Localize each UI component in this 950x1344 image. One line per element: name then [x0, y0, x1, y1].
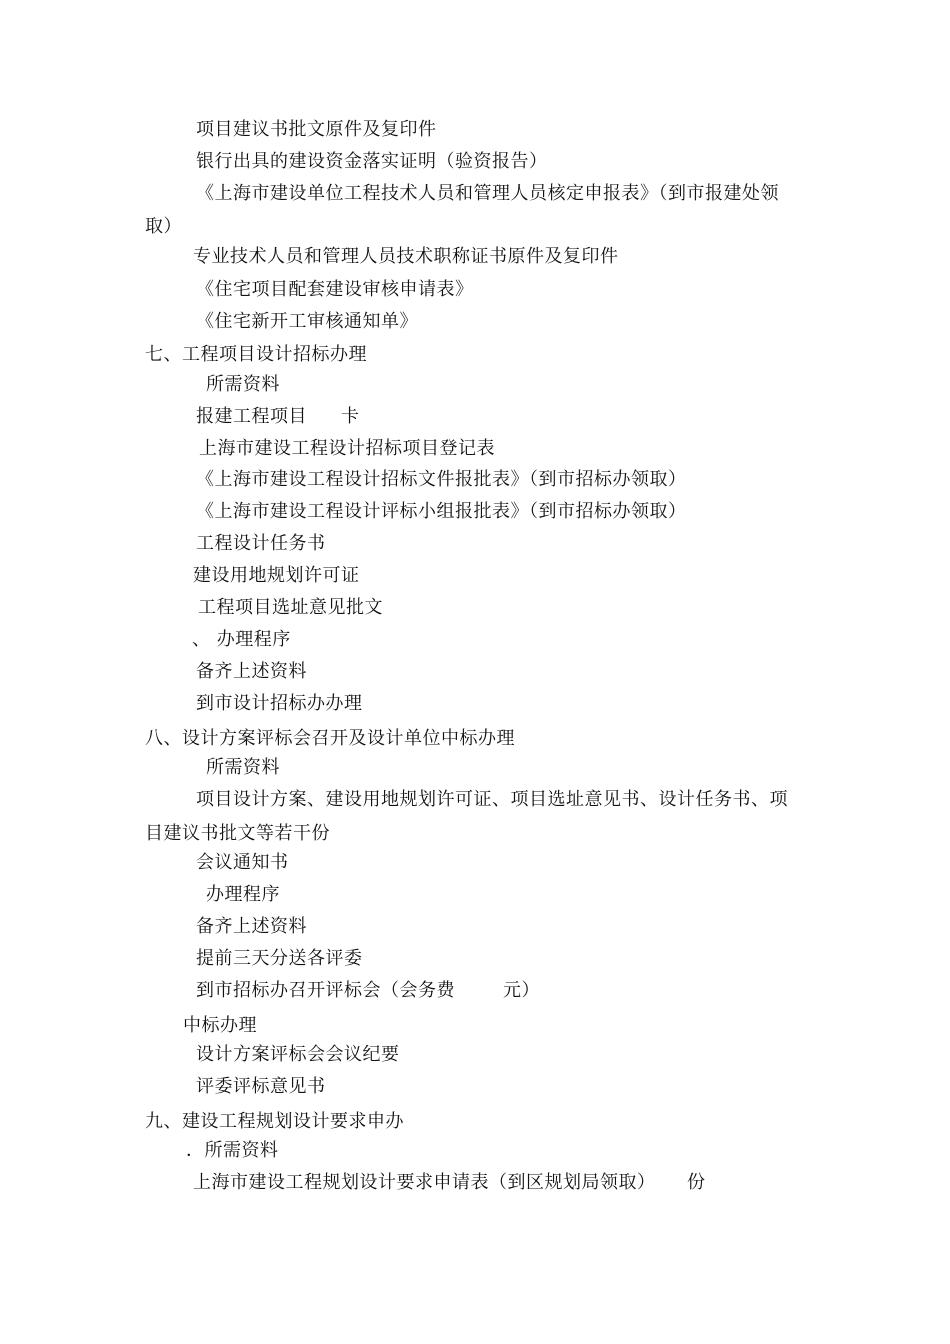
text-line: 到市设计招标办办理: [196, 693, 363, 714]
text-line: 《上海市建设工程设计评标小组报批表》（到市招标办领取）: [196, 501, 687, 522]
text-line: 到市招标办召开评标会（会务费: [196, 980, 455, 1001]
text-line: 建设用地规划许可证: [193, 565, 360, 586]
text-line: 设计方案评标会会议纪要: [196, 1044, 400, 1065]
text-line: 报建工程项目: [196, 406, 307, 427]
text-line: 卡: [341, 406, 360, 427]
text-line: 专业技术人员和管理人员技术职称证书原件及复印件: [193, 246, 619, 267]
text-line: 所需资料: [206, 757, 280, 778]
text-line: 工程设计任务书: [196, 533, 326, 554]
text-line: 评委评标意见书: [196, 1076, 326, 1097]
text-line: 份: [687, 1172, 706, 1193]
text-line: 上海市建设工程设计招标项目登记表: [199, 438, 495, 459]
text-line: 备齐上述资料: [196, 916, 307, 937]
text-line: 《上海市建设单位工程技术人员和管理人员核定申报表》（到市报建处领: [196, 183, 779, 204]
text-line: 中标办理: [183, 1015, 257, 1036]
section-heading: 八、设计方案评标会召开及设计单位中标办理: [145, 728, 515, 749]
section-heading: 九、建设工程规划设计要求申办: [145, 1111, 404, 1132]
text-line: 项目设计方案、建设用地规划许可证、项目选址意见书、设计任务书、项: [196, 789, 788, 810]
text-line: 所需资料: [206, 374, 280, 395]
text-line: 《住宅新开工审核通知单》: [196, 311, 418, 332]
text-line: 上海市建设工程规划设计要求申请表（到区规划局领取）: [193, 1172, 656, 1193]
text-line: 会议通知书: [196, 852, 289, 873]
section-heading: 七、工程项目设计招标办理: [145, 344, 367, 365]
text-line: 备齐上述资料: [196, 661, 307, 682]
text-line: 《住宅项目配套建设审核申请表》: [196, 279, 474, 300]
text-line: 银行出具的建设资金落实证明（验资报告）: [196, 151, 548, 172]
text-line: 办理程序: [206, 884, 280, 905]
text-line: 《上海市建设工程设计招标文件报批表》（到市招标办领取）: [196, 469, 687, 490]
text-line: 取）: [145, 216, 182, 237]
text-line: 元）: [503, 980, 540, 1001]
text-line: 、 办理程序: [192, 629, 291, 650]
text-line: 项目建议书批文原件及复印件: [196, 119, 437, 140]
text-line: ．所需资料: [186, 1140, 279, 1161]
text-line: 提前三天分送各评委: [196, 948, 363, 969]
text-line: 工程项目选址意见批文: [198, 597, 383, 618]
text-line: 目建议书批文等若干份: [145, 823, 330, 844]
